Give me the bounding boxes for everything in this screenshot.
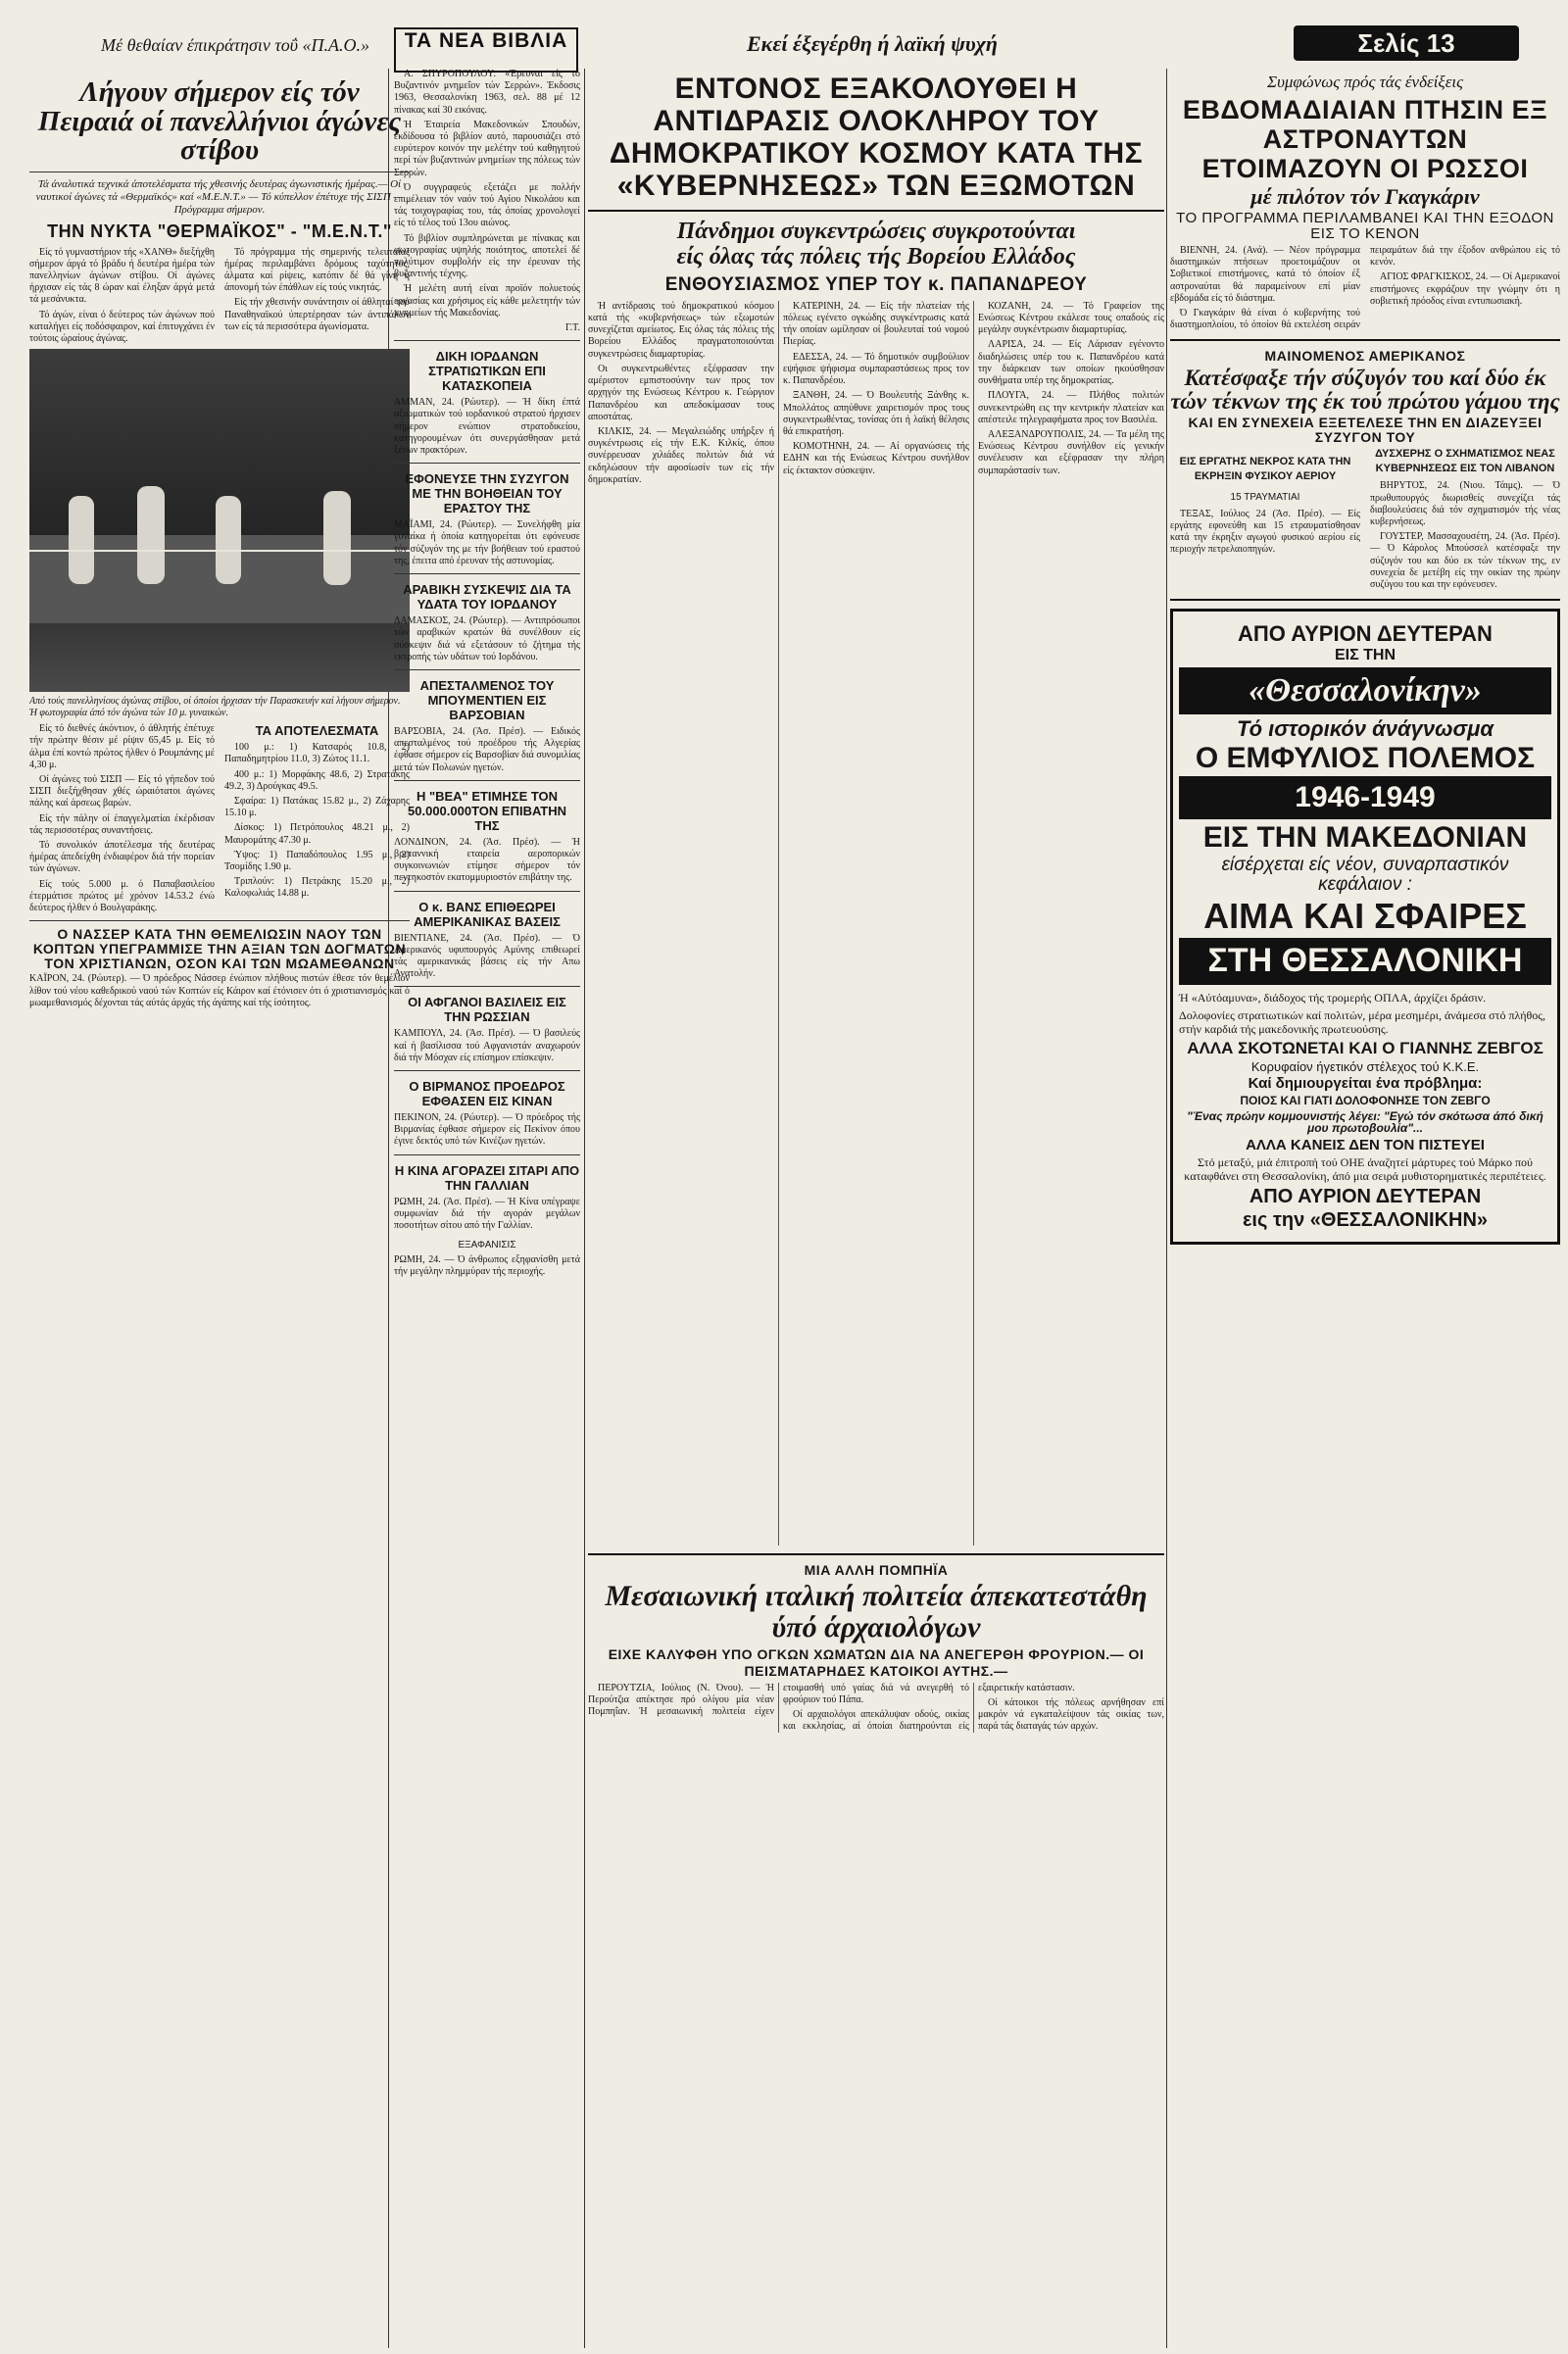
paragraph: ΚΟΖΑΝΗ, 24. — Τό Γραφείον της Ενώσεως Κέντρου εκάλεσε τους οπαδούς είς μεγάλην συγκέντρωσιν διαμαρτυρίας. <box>978 300 1164 336</box>
ad-line: Τό ιστορικόν άνάγνωσμα <box>1236 715 1494 741</box>
sports-subhead: ΤΗΝ ΝΥΚΤΑ "ΘΕΡΜΑΪΚΟΣ" - "Μ.Ε.Ν.Τ." <box>47 221 392 241</box>
paragraph: Είς τό γυμναστήριον τής «ΧΑΝΘ» διεξήχθη σήμερον άργά τό βράδυ ή δευτέρα ήμέρα τών πανελληνίων άγώνων στίβου. Οί άγώνες ήρχισαν είς τάς 8 ώραν καί έληξαν άργά μετά τά μεσάνυκτα. <box>29 246 215 306</box>
paragraph: Ό Γκαγκάριν θά είναι ό κυβερνήτης τού διαστημοπλοίου, τό όποίον θά εκτελέση σειράν πειραμάτων διά την έξοδον ανθρώπου είς τό κενόν. <box>1170 244 1560 331</box>
photo-caption: Από τούς πανελληνίους άγώνας στίβου, οί όποίοι ήρχισαν τήν Παρασκευήν καί λήγουν σήμερον. Ή φωτογραφία άπό τόν άγώνα τών 10 μ. γυναικών. <box>29 696 401 719</box>
main-subhead-2: είς όλας τάς πόλεις τής Βορείου Ελλάδος <box>676 244 1076 270</box>
crime-headline: Κατέσφαξε τήν σύζυγόν του καί δύο έκ τών τέκνων της έκ τού πρώτου γάμου της <box>1170 366 1560 414</box>
paragraph: Είς τήν χθεσινήν συνάντησιν οί άθληταί τού Παναθηναϊκού ύπερτέρησαν τών άντιπάλων των είς τά περισσότερα άγωνίσματα. <box>224 297 410 332</box>
paragraph: ΤΕΞΑΣ, Ιούλιος 24 (Άσ. Πρέσ). — Είς εργάτης εφονεύθη και 15 ετραυματίσθησαν κατά την έκρηξιν αγωγού φυσικού αερίου είς περιοχήν πετρελαιοπηγών. <box>1170 508 1360 556</box>
sports-body <box>29 247 410 346</box>
paragraph: ΒΗΡΥΤΟΣ, 24. (Νιου. Τάιμς). — Ό πρωθυπουργός διωρισθείς συνεχίζει τάς διαβουλεύσεις διά τόν σχηματισμόν τής νέας κυβερνήσεως. <box>1370 480 1560 527</box>
wife-headline: ΕΦΟΝΕΥΣΕ ΤΗΝ ΣΥΖΥΓΟΝ ΜΕ ΤΗΝ ΒΟΗΘΕΙΑΝ ΤΟΥ ΕΡΑΣΤΟΥ ΤΗΣ <box>405 471 569 516</box>
ad-newspaper-name: «Θεσσαλονίκην» <box>1179 667 1551 714</box>
crime-section <box>1170 447 1560 591</box>
bea-headline: Η "ΒΕΑ" ΕΤΙΜΗΣΕ ΤΟΝ 50.000.000ΤΟΝ ΕΠΙΒΑΤΗΝ ΤΗΣ <box>408 788 566 833</box>
ad-years: 1946-1949 <box>1179 776 1551 819</box>
afghan-headline: ΟΙ ΑΦΓΑΝΟΙ ΒΑΣΙΛΕΙΣ ΕΙΣ ΤΗΝ ΡΩΣΣΙΑΝ <box>408 995 566 1025</box>
result-line: Δίσκος: 1) Πετρόπουλος 48.21 μ., 2) Μαυρομάτης 47.30 μ. <box>224 822 410 846</box>
paragraph: Είς τούς 5.000 μ. ό Παπαβασιλείου έτερμάτισε πρώτος μέ χρόνον 14.53.2 ένώ δεύτερος ήλθεν ό Βουλγαράκης. <box>29 878 215 914</box>
burma-headline: Ο ΒΙΡΜΑΝΟΣ ΠΡΟΕΔΡΟΣ ΕΦΘΑΣΕΝ ΕΙΣ ΚΙΝΑΝ <box>409 1078 565 1108</box>
track-race-photo <box>29 349 410 692</box>
center-kicker: Εκεί έξεγέρθη ή λαϊκή ψυχή <box>746 31 999 56</box>
ta-nea-vivlia-logo <box>394 27 578 73</box>
paragraph: ΑΛΕΞΑΝΔΡΟΥΠΟΛΙΣ, 24. — Τα μέλη της Ενώσεως Κέντρου συνήλθον είς γενικήν συνέλευσιν και εξέφρασαν την πλήρη συμπαράστασίν των. <box>978 428 1164 476</box>
crime-kicker: ΜΑΙΝΟΜΕΝΟΣ ΑΜΕΡΙΚΑΝΟΣ <box>1264 348 1466 365</box>
runner-figure <box>216 496 241 584</box>
nasser-body: ΚΑΪΡΟΝ, 24. (Ρώυτερ). — Ό πρόεδρος Νάσσερ ένώπιον πλήθους πιστών έθεσε τόν θεμέλιον λίθον τού νέου καθεδρικού ναού τών Κοπτών είς Κάιρον καί έτόνισεν ότι ό χριστιανισμός καί ό μωαμεθανισμός δέχονται τάς αύτάς άρχάς τής άγάπης καί τής ίσότητος. <box>29 973 410 1008</box>
ben-bella-body: ΒΑΡΣΟΒΙΑ, 24. (Άσ. Πρέσ). — Ειδικός απεσταλμένος τού προέδρου τής Αλγερίας έφθασε σήμερον είς Βαρσοβίαν διά συνομιλίας μετά τών Πολωνών ηγετών. <box>394 725 580 773</box>
bea-body: ΛΟΝΔΙΝΟΝ, 24. (Άσ. Πρέσ). — Ή βρεταννική εταιρεία αεροπορικών συγκοινωνιών ετίμησε σήμερον τόν πεντηκοστόν εκατομμυριοστόν επιβάτην της. <box>394 836 580 884</box>
sports-headline: Λήγουν σήμερον είς τόν Πειραιά οί πανελλήνιοι άγώνες στίβου <box>37 76 402 167</box>
arab-headline: ΑΡΑΒΙΚΗ ΣΥΣΚΕΨΙΣ ΔΙΑ ΤΑ ΥΔΑΤΑ ΤΟΥ ΙΟΡΔΑΝΟΥ <box>403 582 571 613</box>
afghan-body: ΚΑΜΠΟΥΛ, 24. (Άσ. Πρέσ). — Ό βασιλεύς καί ή βασίλισσα τού Αφγανιστάν αναχωρούν διά τήν Μόσχαν είς επίσημον επίσκεψιν. <box>394 1028 580 1063</box>
main-story-column <box>588 69 1164 2348</box>
ad-line: ΑΙΜΑ ΚΑΙ ΣΦΑΙΡΕΣ <box>1203 896 1527 937</box>
paragraph: ΞΑΝΘΗ, 24. — Ό Βουλευτής Ξάνθης κ. Μπολλάτος απηύθυνε χαιρετισμόν προς τους συγκεντρωθέντας, τονίσας ότι ή λαϊκή θέλησις θά επικρατήση. <box>783 390 969 437</box>
missing-body: ΡΩΜΗ, 24. — Ό άνθρωπος εξηφανίσθη μετά τήν μεγάλην πλημμύραν τής περιοχής. <box>394 1254 580 1278</box>
paragraph: Τό συνολικόν άποτέλεσμα τής δευτέρας ήμέρας άπεδείχθη ένδιαφέρον διά τήν πορείαν τών άγώνων. <box>29 840 215 875</box>
jordan-headline: ΔΙΚΗ ΙΟΡΔΑΝΩΝ ΣΤΡΑΤΙΩΤΙΚΩΝ ΕΠΙ ΚΑΤΑΣΚΟΠΕΙΑ <box>428 349 546 394</box>
sports-intro: Τά άναλυτικά τεχνικά άποτελέσματα τής χθεσινής δευτέρας άγωνιστικής ήμέρας.— Οί ναυτικοί άγώνες τά «Θερμαϊκός» καί «Μ.Ε.Ν.Τ.» — Τό κύπελλον έπέτυχε τής ΣΙΣΠ — Πρόγραμμα σήμερον. <box>35 177 404 216</box>
paragraph: ΚΙΛΚΙΣ, 24. — Μεγαλειώδης υπήρξεν ή συγκέντρωσις είς τήν Ε.Κ. Κιλκίς, όπου συνέρρευσαν χιλιάδες πολιτών διά νά εκδηλώσουν τήν αφοσίωσίν των είς τήν δημοκρατίαν. <box>588 425 774 485</box>
main-subhead-1: Πάνδημοι συγκεντρώσεις συγκροτούνται <box>676 219 1076 244</box>
paragraph: ΠΛΟΥΓΑ, 24. — Πλήθος πολιτών συνεκεντρώθη εις την κεντρικήν πλατείαν και απέστειλε τηλεγραφήματα προς τον Βασιλέα. <box>978 390 1164 425</box>
pompeii-headline: Μεσαιωνική ιταλική πολιτεία άπεκατεστάθη ύπό άρχαιολόγων <box>605 1579 1148 1643</box>
paragraph: ΛΑΡΙΣΑ, 24. — Είς Λάρισαν εγένοντο διαδηλώσεις υπέρ του κ. Παπανδρέου κατά την διάρκειαν των οποίων ηκούσθησαν συνθήματα υπέρ της δημοκρατίας. <box>978 339 1164 387</box>
result-line: Ύψος: 1) Παπαδόπουλος 1.95 μ., 2) Τσομίδης 1.90 μ. <box>224 849 410 873</box>
paragraph: Είς τό διεθνές άκόντιον, ό άθλητής έπέτυχε τήν πρώτην θέσιν μέ ρίψιν 65,45 μ. Είς τό άλμα έπί κοντώ πρώτος ήλθεν ό Ρουμπάνης μέ 4,30 μ. <box>29 723 215 770</box>
jordan-body: ΑΜΜΑΝ, 24. (Ρώυτερ). — Ή δίκη έπτά αξιωματικών τού ιορδανικού στρατού ήρχισεν σήμερον ενώπιον στρατοδικείου, κατηγορουμένων ότι συνεργάσθησαν μετά ξένων πρακτόρων. <box>394 397 580 457</box>
sports-column <box>29 69 410 2348</box>
ad-line: εις την «ΘΕΣΣΑΛΟΝΙΚΗΝ» <box>1242 1209 1489 1232</box>
pompeii-body <box>588 1683 1164 1734</box>
ad-line: Στό μεταξύ, μιά έπιτροπή τού ΟΗΕ άναζητεί μάρτυρες τού Μάρκο πού καταφθάνει στη Θεσσαλονίκη, άπό μια σειρά μυθιστορηματικές περιπέτειες. <box>1184 1155 1546 1184</box>
pompeii-kicker: ΜΙΑ ΑΛΛΗ ΠΟΜΠΗΪΑ <box>804 1561 949 1578</box>
crime-subhead: ΚΑΙ ΕΝ ΣΥΝΕΧΕΙΑ ΕΞΕΤΕΛΕΣΕ ΤΗΝ ΕΝ ΔΙΑΖΕΥΞΕΙ ΣΥΖΥΓΟΝ ΤΟΥ <box>1188 414 1543 445</box>
ad-line: ΑΛΛΑ ΚΑΝΕΙΣ ΔΕΝ ΤΟΝ ΠΙΣΤΕΥΕΙ <box>1246 1136 1485 1153</box>
paragraph: Ή μελέτη αυτή είναι προϊόν πολυετούς εργασίας και χρήσιμος είς κάθε μελετητήν τών μνημείων τής Μακεδονίας. <box>394 283 580 319</box>
china-body: ΡΩΜΗ, 24. (Άσ. Πρέσ). — Ή Κίνα υπέγραψε συμφωνίαν διά τήν αγοράν μεγάλων ποσοτήτων σίτου από τήν Γαλλίαν. <box>394 1196 580 1231</box>
thessaloniki-ad <box>1170 609 1560 1245</box>
left-kicker: Μέ θεθαίαν έπικράτησιν τοΰ «Π.Α.Ο.» <box>100 35 370 55</box>
paragraph: Ή αντίδρασις τού δημοκρατικού κόσμου κατά τής «κυβερνήσεως» τών εξωμοτών συνεχίζεται αμείωτος. Εις όλας τάς πόλεις τής Βορείου Ελλάδος πραγματοποιούνται συγκεντρώσεις διαμαρτυρίας. <box>588 300 774 360</box>
space-subhead-2: ΤΟ ΠΡΟΓΡΑΜΜΑ ΠΕΡΙΛΑΜΒΑΝΕΙ ΚΑΙ ΤΗΝ ΕΞΟΔΟΝ ΕΙΣ ΤΟ ΚΕΝΟΝ <box>1176 210 1554 243</box>
paragraph: Τό άγών, είναι ό δεύτερος τών άγώνων πού καταλήγει είς ποδόσφαιρον, καί έπιτυγχάνει έν τούτοις ώραίους άγώνας. <box>29 309 215 345</box>
column-rule <box>1166 69 1167 2348</box>
briefs-column <box>394 69 580 2348</box>
ta-nea-label: ΤΑ ΝΕΑ ΒΙΒΛΙΑ <box>404 29 568 52</box>
finish-tape <box>29 550 410 552</box>
paragraph: ΓΟΥΣΤΕΡ, Μασσαχουσέτη, 24. (Άσ. Πρέσ). — Ό Κάρολος Μπούσσελ κατέσφαξε την σύζυγόν του και δύο εκ τών τέκνων της, εν συνεχεία δε μετέβη είς την οικίαν της πρώην συζύγου του και την εφόνευσεν. <box>1370 531 1560 590</box>
ad-line: "Ένας πρώην κομμουνιστής λέγει: "Εγώ τόν σκότωσα άπό δική μου πρωτοβουλία"... <box>1187 1108 1544 1136</box>
column-rule <box>584 69 585 2348</box>
vance-body: ΒΙΕΝΤΙΑΝΕ, 24. (Άσ. Πρέσ). — Ό Αμερικανός υφυπουργός Αμύνης επιθεωρεί τάς αμερικανικάς βάσεις είς τήν Απω Ανατολήν. <box>394 932 580 980</box>
china-headline: Η ΚΙΝΑ ΑΓΟΡΑΖΕΙ ΣΙΤΑΡΙ ΑΠΟ ΤΗΝ ΓΑΛΛΙΑΝ <box>394 1162 580 1193</box>
masthead <box>29 6 1560 65</box>
ad-line: ΑΛΛΑ ΣΚΟΤΩΝΕΤΑΙ ΚΑΙ Ο ΓΙΑΝΝΗΣ ΖΕΒΓΟΣ <box>1187 1038 1544 1057</box>
space-body <box>1170 245 1560 331</box>
ad-line: ΕΙΣ ΤΗΝ ΜΑΚΕΔΟΝΙΑΝ <box>1202 820 1528 854</box>
paragraph: Τό βιβλίον συμπληρώνεται με πίνακας και φωτογραφίας υψηλής ποιότητος, αποτελεί δέ πολύτιμον συμβολήν είς την έρευναν τής βυζαντινής τέχνης. <box>394 232 580 280</box>
paragraph: Είς τήν πάλην οί έπαγγελματίαι έκέρδισαν τάς περισσοτέρας συναντήσεις. <box>29 812 215 836</box>
space-headline: ΕΒΔΟΜΑΔΙΑΙΑΝ ΠΤΗΣΙΝ ΕΞ ΑΣΤΡΟΝΑΥΤΩΝ ΕΤΟΙΜΑΖΟΥΝ ΟΙ ΡΩΣΣΟΙ <box>1182 95 1548 183</box>
pompeii-subhead: ΕΙΧΕ ΚΑΛΥΦΘΗ ΥΠΟ ΟΓΚΩΝ ΧΩΜΑΤΩΝ ΔΙΑ ΝΑ ΑΝΕΓΕΡΘΗ ΦΡΟΥΡΙΟΝ.— ΟΙ ΠΕΙΣΜΑΤΑΡΗΔΕΣ ΚΑΤΟΙΚΟΙ ΑΥΤΗΣ.— <box>608 1645 1145 1679</box>
space-subhead: μέ πιλότον τόν Γκαγκάριν <box>1250 184 1480 209</box>
ad-bullet: Ή «Αύτόαμυνα», διάδοχος τής τρομερής ΟΠΛΑ, άρχίζει δράσιν. <box>1179 990 1487 1005</box>
results-head: ΤΑ ΑΠΟΤΕΛΕΣΜΑΤΑ <box>255 723 379 739</box>
runner-figure <box>137 486 165 584</box>
page-number: Σελίς 13 <box>1294 25 1519 61</box>
paragraph: ΒΙΕΝΝΗ, 24. (Ανά). — Νέον πρόγραμμα διαστημικών πτήσεων προετοιμάζουν οι Σοβιετικοί επιστήμονες, κατά τό όποίον έξ αστροναύται θά παραμείνουν επί μίαν εβδομάδα είς τό διάστημα. <box>1170 244 1360 304</box>
ad-line: Κορυφαίον ήγετικόν στέλεχος τού Κ.Κ.Ε. <box>1250 1058 1480 1074</box>
paragraph: ΚΑΤΕΡΙΝΗ, 24. — Είς τήν πλατείαν τής πόλεως εγένετο ογκώδης συγκέντρωσις κατά τήν οποίαν ωμίλησαν οί βουλευταί τού νομού Πιερίας. <box>783 300 969 348</box>
paragraph: ΠΕΡΟΥΤΖΙΑ, Ιούλιος (Ν. Όνου). — Ή Περούτζια απέκτησε πρό ολίγου μία νέαν Πομπηΐαν. Ή μεσαιωνική πολιτεία είχεν ετοιμασθή υπό γαίας διά νά ανεγερθή τό φρούριον τού Πάπα. <box>588 1682 969 1717</box>
result-line: 100 μ.: 1) Κατσαρός 10.8, 2) Παπαδημητρίου 11.0, 3) Ζώτος 11.1. <box>224 742 410 765</box>
burma-body: ΠΕΚΙΝΟΝ, 24. (Ρώυτερ). — Ό πρόεδρος τής Βιρμανίας έφθασε σήμερον είς Πεκίνον όπου έγινε δεκτός υπό τών Κινέζων ηγετών. <box>394 1111 580 1148</box>
result-line: Σφαίρα: 1) Πατάκας 15.82 μ., 2) Ζάχαρης 15.10 μ. <box>224 796 410 819</box>
gas-headline: ΕΙΣ ΕΡΓΑΤΗΣ ΝΕΚΡΟΣ ΚΑΤΑ ΤΗΝ ΕΚΡΗΞΙΝ ΦΥΣΙΚΟΥ ΑΕΡΙΟΥ <box>1179 456 1351 483</box>
ad-line: Ο ΕΜΦΥΛΙΟΣ ΠΟΛΕΜΟΣ <box>1195 741 1536 774</box>
ad-line: Καί δημιουργείται ένα πρόβλημα: <box>1248 1075 1483 1093</box>
ad-line: ΠΟΙΟΣ ΚΑΙ ΓΙΑΤΙ ΔΟΛΟΦΟΝΗΣΕ ΤΟΝ ΖΕΒΓΟ <box>1240 1093 1491 1107</box>
missing-headline: ΕΞΑΦΑΝΙΣΙΣ <box>458 1240 516 1251</box>
gas-subhead: 15 ΤΡΑΥΜΑΤΙΑΙ <box>1230 492 1300 504</box>
ad-line: ΕΙΣ ΤΗΝ <box>1334 647 1396 664</box>
runner-figure <box>323 491 351 585</box>
paragraph: Οί αρχαιολόγοι απεκάλυψαν οδούς, οικίας και εκκλησίας, αί όποίαι διατηρούνται είς εξαιρετικήν κατάστασιν. <box>783 1682 1075 1733</box>
paragraph: Οί άγώνες τού ΣΙΣΠ — Είς τό γήπεδον τού ΣΙΣΠ διεξήχθησαν χθές ώραιότατοι άγώνες πάλης καί άρσεως βαρών. <box>29 774 215 809</box>
sports-body-2 <box>29 723 410 914</box>
paragraph: ΚΟΜΟΤΗΝΗ, 24. — Αί οργανώσεις τής ΕΔΗΝ και τής Ενώσεως Κέντρου συνήλθον είς έκτακτον σύσκεψιν. <box>783 441 969 476</box>
paragraph: Οί κάτοικοι τής πόλεως αρνήθησαν επί μακρόν νά εγκαταλείψουν τάς οικίας των, παρά τάς διαταγάς τών αρχών. <box>978 1696 1164 1733</box>
ad-line: ΑΠΟ ΑΥΡΙΟΝ ΔΕΥΤΕΡΑΝ <box>1238 621 1493 647</box>
result-line: 400 μ.: 1) Μορφάκης 48.6, 2) Στρατάκης 49.2, 3) Δρούγκας 49.5. <box>224 768 410 792</box>
result-line: Τριπλούν: 1) Πετράκης 15.20 μ., 2) Καλοφωλιάς 14.88 μ. <box>224 876 410 900</box>
paragraph: Τό πρόγραμμα τής σημερινής τελευταίας ήμέρας περιλαμβάνει δρόμους ταχύτητος, άλματα καί ρίψεις, κατόπιν δέ θά γίνη ή άπονομή τών έπάθλων είς τούς νικητάς. <box>224 246 410 294</box>
ad-line: ΣΤΗ ΘΕΣΣΑΛΟΝΙΚΗ <box>1179 938 1551 985</box>
ben-bella-headline: ΑΠΕΣΤΑΛΜΕΝΟΣ ΤΟΥ ΜΠΟΥΜΕΝΤΙΕΝ ΕΙΣ ΒΑΡΣΟΒΙΑΝ <box>419 677 555 722</box>
paragraph: Ό συγγραφεύς εξετάζει με πολλήν επιμέλειαν τόν ναόν τού Αγίου Νικολάου και τάς τοιχογραφίας του, τάς όποίας χρονολογεί είς τό τέλος τού 13ου αιώνος. <box>394 181 580 229</box>
wife-body: ΜΑΪΑΜΙ, 24. (Ρώυτερ). — Συνελήφθη μία γυναίκα ή όποία κατηγορείται ότι εφόνευσε τόν σύζυγόν της με τήν βοήθειαν τού εραστού της, έπειτα από έρευναν τής αστυνομίας. <box>394 519 580 566</box>
arab-body: ΔΑΜΑΣΚΟΣ, 24. (Ρώυτερ). — Αντιπρόσωποι τών αραβικών κρατών θά συνέλθουν είς σύσκεψιν διά νά εξετάσουν τό ζήτημα τής εκτροπής τών υδάτων τού Ιορδάνου. <box>394 615 580 662</box>
ad-line: ΑΠΟ ΑΥΡΙΟΝ ΔΕΥΤΕΡΑΝ <box>1249 1186 1482 1208</box>
paragraph: ΕΔΕΣΣΑ, 24. — Τό δημοτικόν συμβούλιον εψήφισε ψήφισμα συμπαραστάσεως προς τον κ. Παπανδρέου. <box>783 351 969 387</box>
books-review <box>394 69 580 334</box>
runner-figure <box>69 496 94 584</box>
right-column <box>1170 69 1560 2348</box>
vance-headline: Ο κ. ΒΑΝΣ ΕΠΙΘΕΩΡΕΙ ΑΜΕΡΙΚΑΝΙΚΑΣ ΒΑΣΕΙΣ <box>414 899 561 929</box>
main-subhead-3: ΕΝΘΟΥΣΙΑΣΜΟΣ ΥΠΕΡ ΤΟΥ κ. ΠΑΠΑΝΔΡΕΟΥ <box>664 273 1088 295</box>
ad-line: είσέρχεται είς νέον, συναρπαστικόν κεφάλαιον : <box>1221 855 1509 896</box>
paragraph: Ή Έταιρεία Μακεδονικών Σπουδών, εκδίδουσα τό βιβλίον αυτό, παρουσιάζει στό ευρύτερον κοινόν την μελέτην τού καθηγητού περί τών βυζαντινών μνημείων της πόλεως τών Σερρών. <box>394 119 580 178</box>
nasser-headline: Ο ΝΑΣΣΕΡ ΚΑΤΑ ΤΗΝ ΘΕΜΕΛΙΩΣΙΝ ΝΑΟΥ ΤΩΝ ΚΟΠΤΩΝ ΥΠΕΓΡΑΜΜΙΣΕ ΤΗΝ ΑΞΙΑΝ ΤΩΝ ΔΟΓΜΑΤΩΝ ΤΟΝ ΧΡΙΣΤΙΑΝΩΝ, ΟΣΟΝ ΚΑΙ ΤΩΝ ΜΩΑΜΕΘΑΝΩΝ <box>32 926 407 971</box>
main-headline: ΕΝΤΟΝΟΣ ΕΞΑΚΟΛΟΥΘΕΙ Η ΑΝΤΙΔΡΑΣΙΣ ΟΛΟΚΛΗΡΟΥ ΤΟΥ ΔΗΜΟΚΡΑΤΙΚΟΥ ΚΟΣΜΟΥ ΚΑΤΑ ΤΗΣ «ΚΥΒΕΡΝΗΣΕΩΣ» ΤΩΝ ΕΞΩΜΟΤΩΝ <box>609 73 1144 202</box>
paragraph: Α. ΣΠΥΡΟΠΟΥΛΟΥ: «Έρευναι είς τό Βυζαντινόν μνημεΐον τών Σερρών». Έκδοσις 1963, Θεσσαλονίκη 1963, σελ. 88 μέ 12 πίνακας καί 30 εικόνας. <box>394 69 580 116</box>
lebanon-headline: ΔΥΣΧΕΡΗΣ Ο ΣΧΗΜΑΤΙΣΜΟΣ ΝΕΑΣ ΚΥΒΕΡΝΗΣΕΩΣ ΕΙΣ ΤΟΝ ΛΙΒΑΝΟΝ <box>1375 448 1555 475</box>
books-signature: Γ.Τ. <box>565 322 580 334</box>
paragraph: ΑΓΙΟΣ ΦΡΑΓΚΙΣΚΟΣ, 24. — Οί Αμερικανοί επιστήμονες εκφράζουν την γνώμην ότι η σοβιετική πρόοδος είναι εντυπωσιακή. <box>1370 271 1560 307</box>
main-story-body <box>588 301 1164 1545</box>
right-kicker: Συμφώνως πρός τάς ένδείξεις <box>1266 73 1464 91</box>
ad-bullet: Δολοφονίες στρατιωτικών καί πολιτών, μέρα μεσημέρι, άνάμεσα στό πλήθος, στήν καρδιά τής μακεδονικής πρωτευούσης. <box>1179 1007 1546 1036</box>
paragraph: Οι συγκεντρωθέντες εξέφρασαν την αμέριστον εμπιστοσύνην των προς τον αρχηγόν της Ενώσεως Κέντρου κ. Γεώργιον Παπανδρέου και απεδοκίμασαν τους αποστάτας. <box>588 363 774 422</box>
